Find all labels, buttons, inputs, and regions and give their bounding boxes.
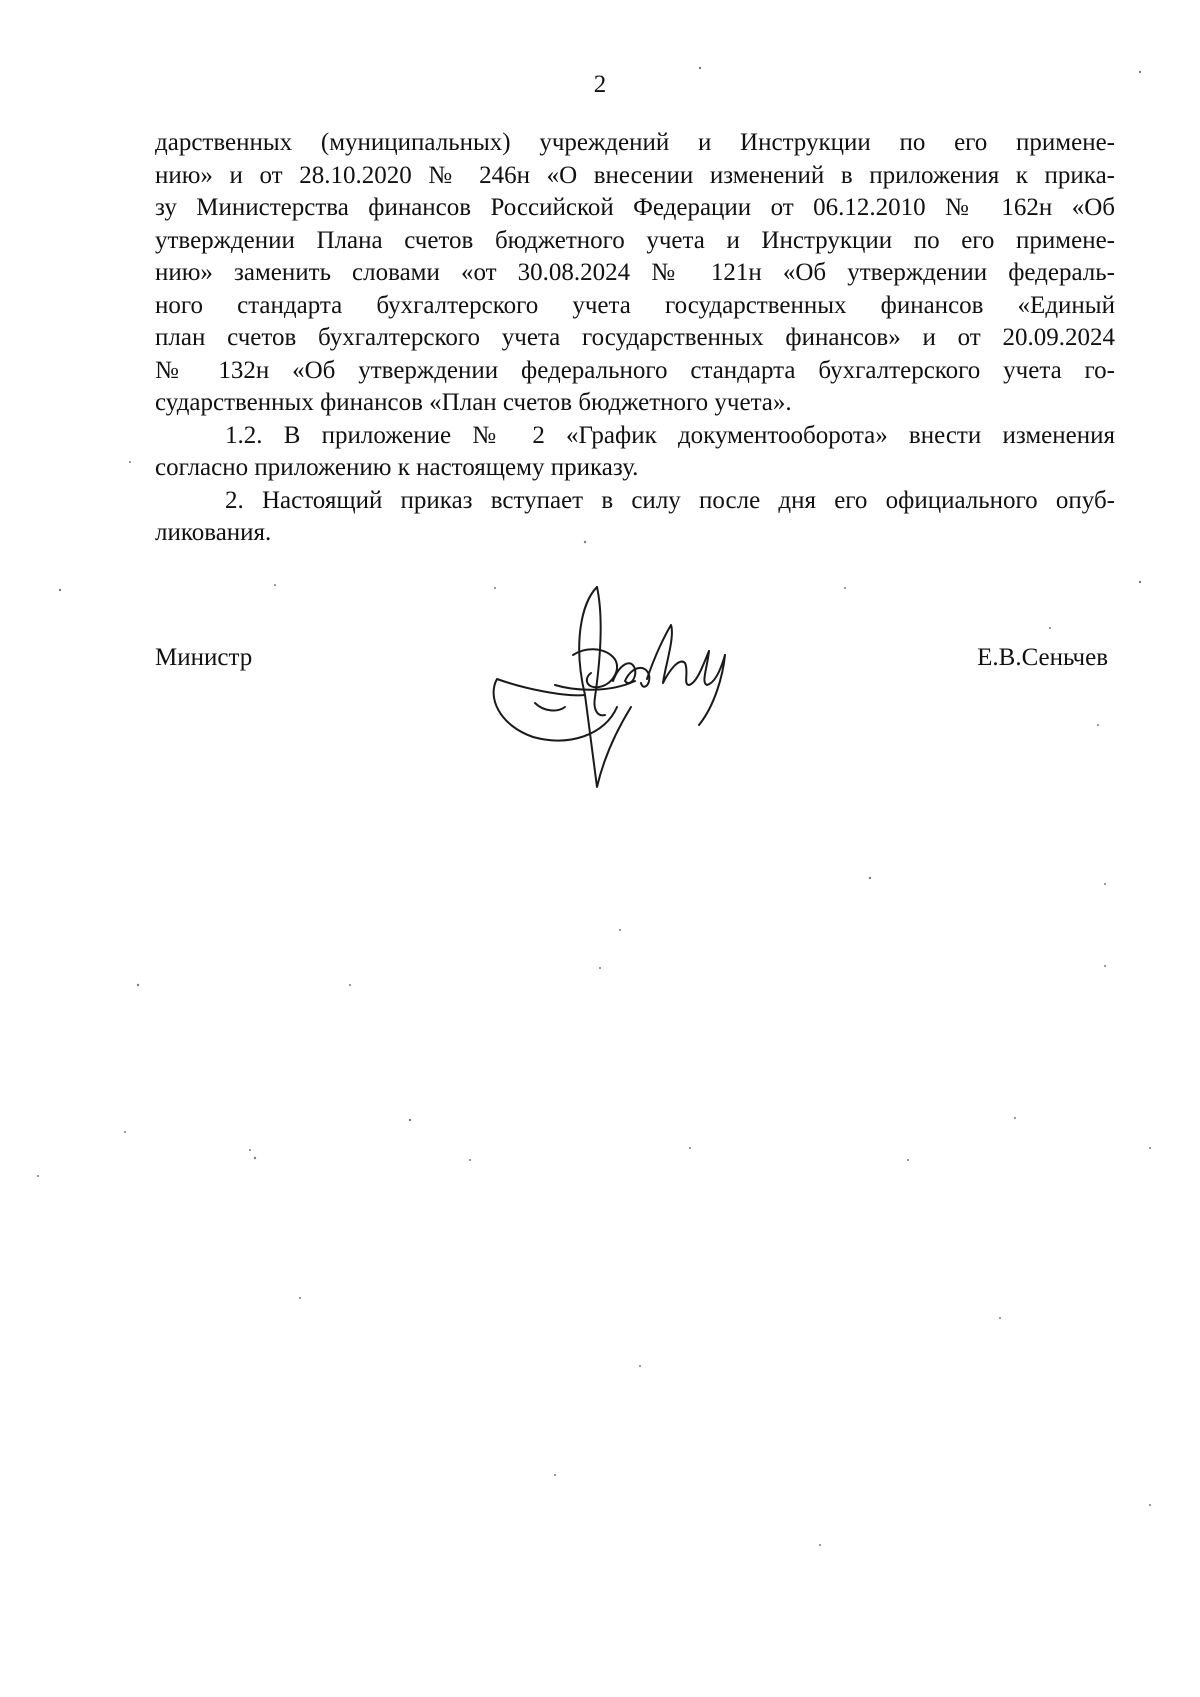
signatory-name: Е.В.Сеньчев [977,644,1108,671]
document-body [155,127,1115,550]
text-line: план счетов бухгалтерского учета государственных финансов» и от 20.09.2024 [155,324,1115,351]
text-line: нию» заменить словами «от 30.08.2024 № 121н «Об утверждении федераль- [155,259,1115,286]
paragraph-item-2 [155,485,1115,550]
text-line: ного стандарта бухгалтерского учета государственных финансов «Единый [155,291,1115,319]
text-line: ликования. [155,519,272,546]
page-number: 2 [593,71,607,98]
handwritten-signature [485,585,765,810]
text-line: № 132н «Об утверждении федерального стандарта бухгалтерского учета го- [155,356,1115,384]
paragraph-continuation [155,127,1115,420]
text-line: 2. Настоящий приказ вступает в силу после дня его официального опуб- [225,486,1115,514]
signatory-title: Министр [155,644,253,671]
text-line: зу Министерства финансов Российской Федерации от 06.12.2010 № 162н «Об [155,194,1115,221]
paragraph-item-1-2 [155,420,1115,485]
text-line: согласно приложению к настоящему приказу. [155,454,639,481]
text-line: утверждении Плана счетов бюджетного учета и Инструкции по его примене- [155,226,1115,254]
text-line: нию» и от 28.10.2020 № 246н «О внесении изменений в приложения к прика- [155,161,1115,189]
text-line: сударственных финансов «План счетов бюджетного учета». [155,389,792,416]
text-line: дарственных (муниципальных) учреждений и Инструкции по его примене- [155,129,1115,156]
text-line: 1.2. В приложение № 2 «График документооборота» внести изменения [225,421,1115,449]
